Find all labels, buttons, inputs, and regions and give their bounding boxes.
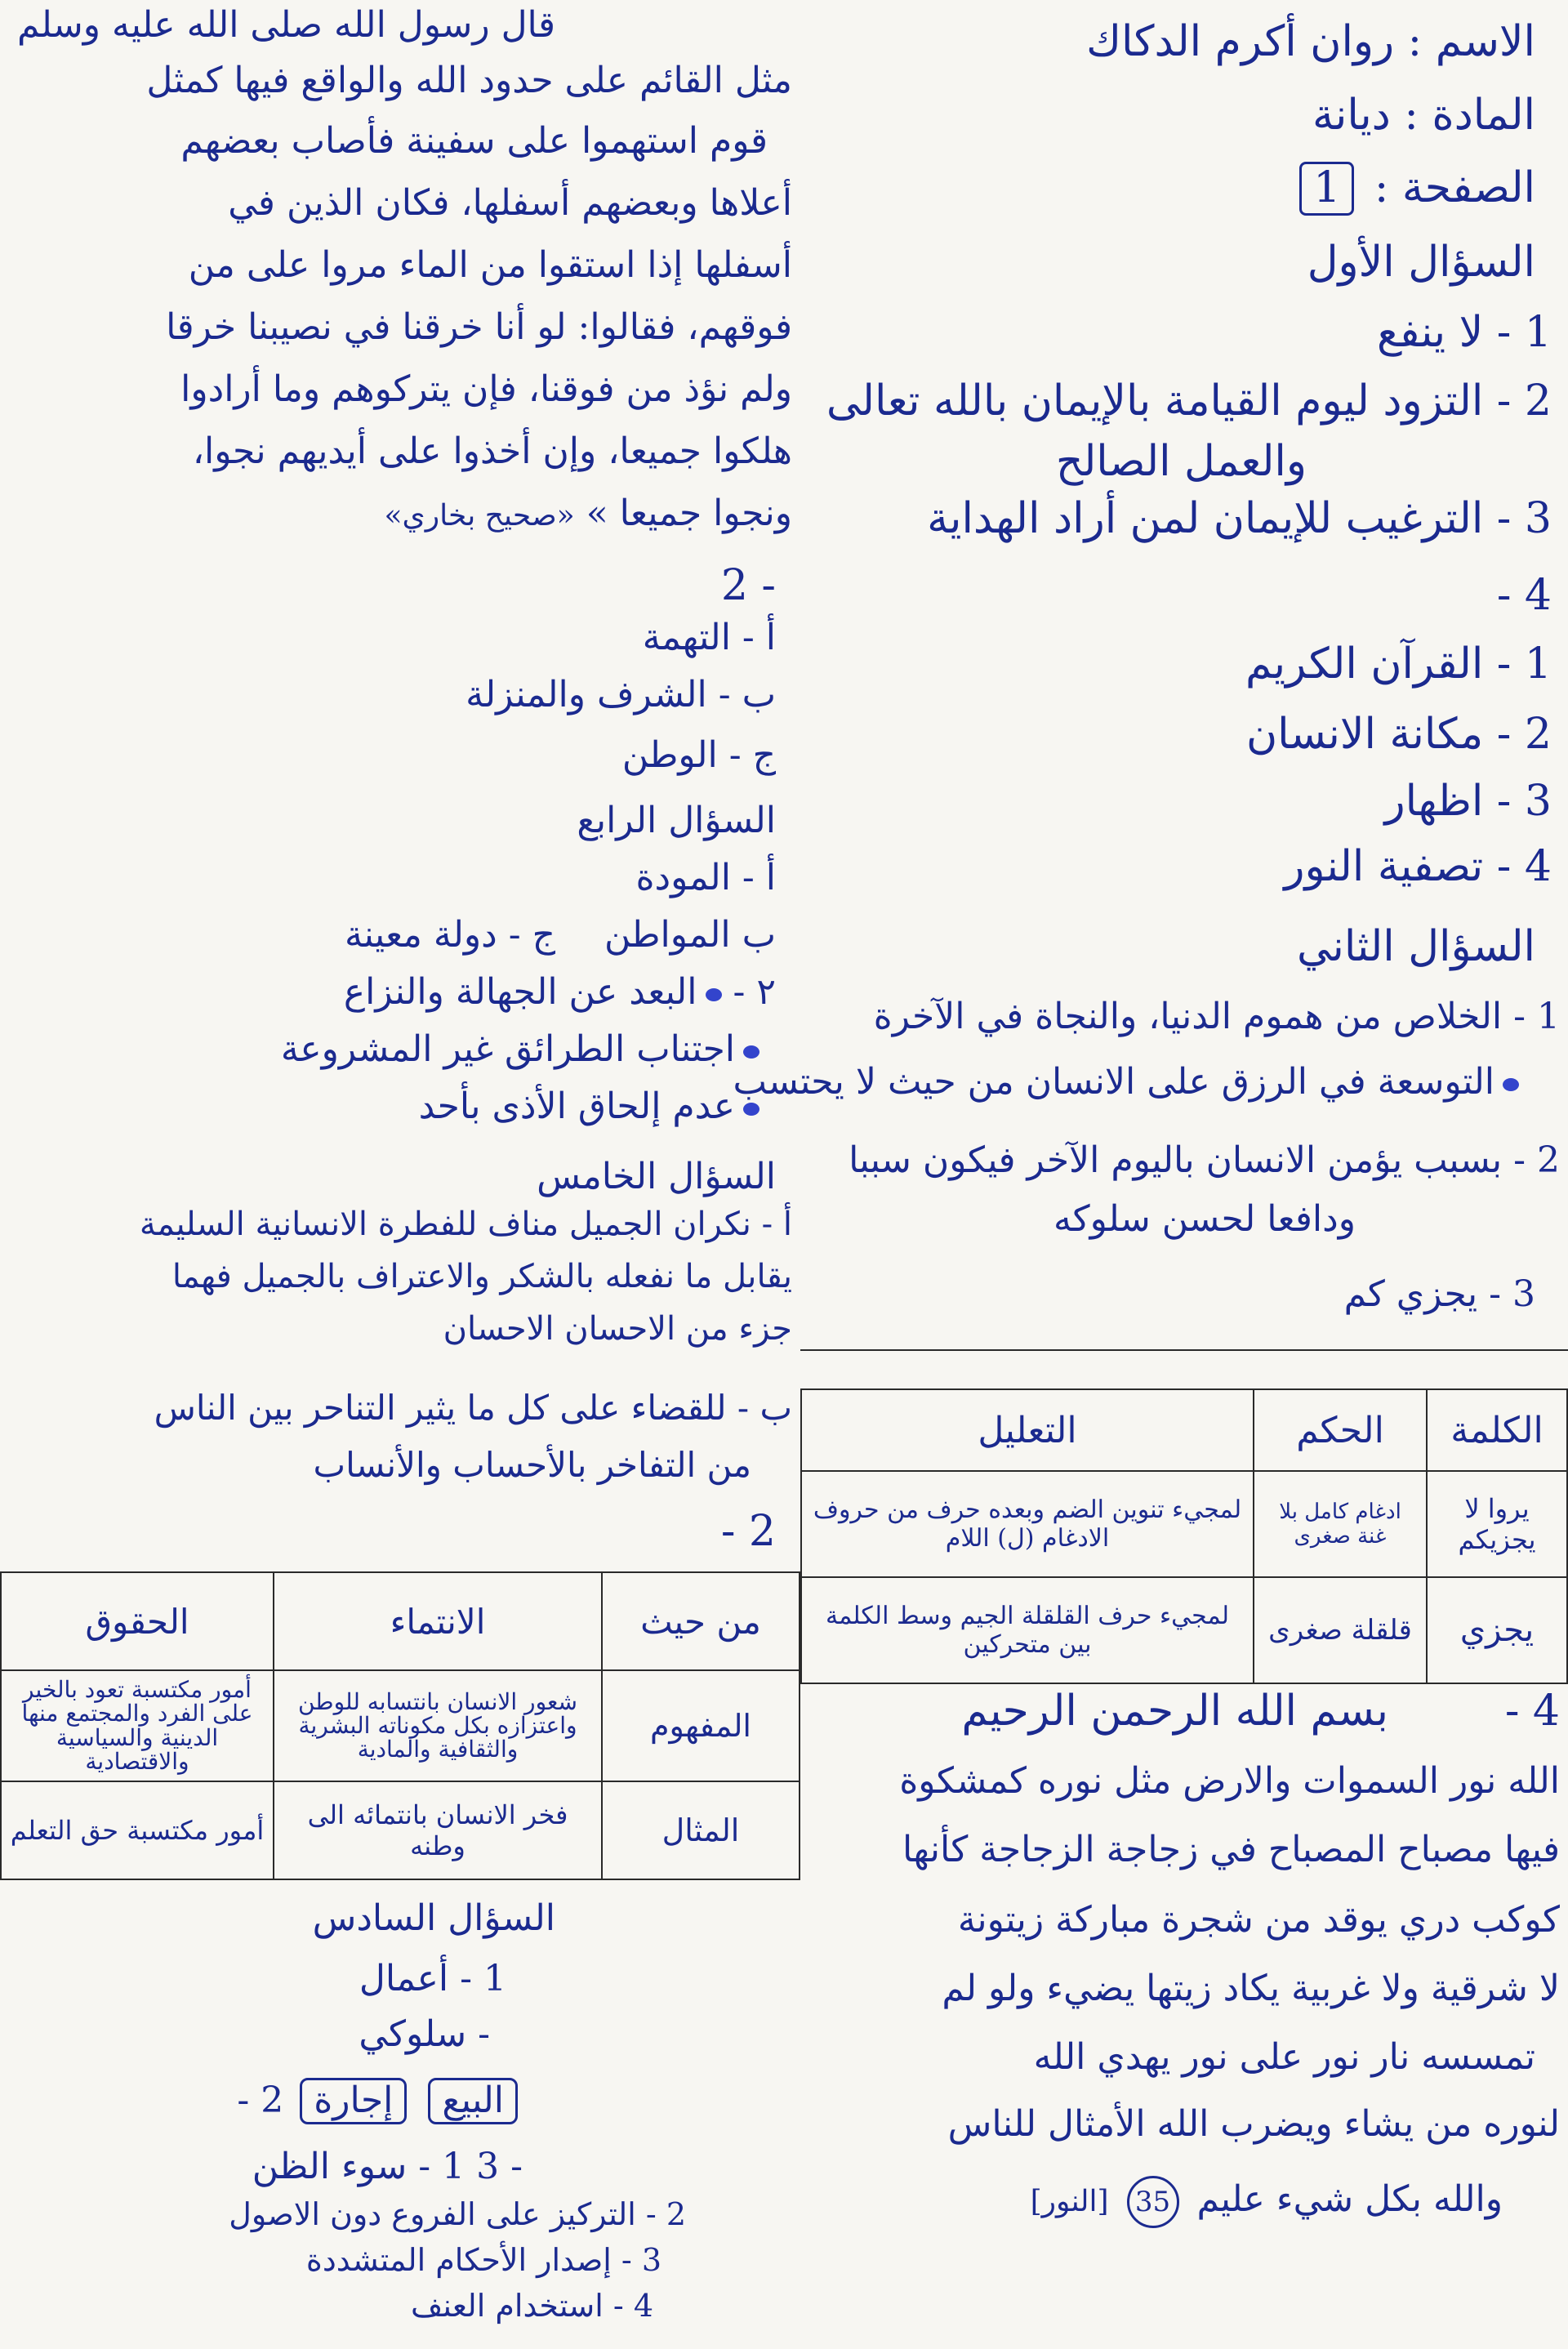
q2-answer-2: 2 - بسبب يؤمن الانسان باليوم الآخر فيكون سببا	[849, 1139, 1560, 1181]
q5-b-line: ب - للقضاء على كل ما يثير التناحر بين الناس	[154, 1388, 792, 1428]
hadith-line: مثل القائم على حدود الله والواقع فيها كمثل	[146, 60, 792, 101]
belonging-cell-belonging: فخر الانسان بانتمائه الى وطنه	[274, 1781, 602, 1879]
hadith-line: ولم نؤذ من فوقنا، فإن يتركوهم وما أرادوا	[180, 368, 792, 410]
q3-part2-item-a: أ - التهمة	[642, 617, 776, 658]
q1-part4-item-1: 1 - القرآن الكريم	[1245, 640, 1552, 689]
basmala: بسم الله الرحمن الرحيم	[961, 1687, 1388, 1736]
q4b-list-item: عدم إلحاق الأذى بأحد	[419, 1086, 760, 1128]
belonging-cell-aspect: المثال	[602, 1781, 800, 1879]
verse-line: تمسسه نار نور على نور يهدي الله	[1033, 2036, 1535, 2078]
verse-line: الله نور السموات والارض مثل نوره كمشكوة	[899, 1760, 1560, 1802]
q6-answer-3-item: 3 - إصدار الأحكام المتشددة	[305, 2242, 662, 2278]
answer-word-box: البيع	[428, 2078, 518, 2124]
verse-line: فيها مصباح المصباح في زجاجة الزجاجة كأنها	[902, 1829, 1560, 1870]
belonging-header-rights: الحقوق	[1, 1572, 274, 1670]
verse-last-line: والله بكل شيء عليم	[1196, 2178, 1503, 2220]
q4b-answer-a: أ - المودة	[635, 857, 776, 898]
q3-part2-label: 2 -	[720, 561, 776, 610]
verse-line: لنوره من يشاء ويضرب الله الأمثال للناس	[947, 2103, 1560, 2145]
q5-a-line: أ - نكران الجميل مناف للفطرة الانسانية السليمة	[139, 1206, 792, 1243]
hadith-line: أعلاها وبعضهم أسفلها، فكان الذين في	[228, 182, 792, 224]
q1-part4-label: - 4	[1496, 571, 1552, 620]
tajweed-cell-rule: ادغام كامل بلا غنة صغرى	[1254, 1471, 1427, 1577]
belonging-cell-rights: أمور مكتسبة تعود بالخير على الفرد والمجتمع منها الدينية والسياسية والاقتصادية	[1, 1670, 274, 1781]
q1-part4-item-2: 2 - مكانة الانسان	[1245, 710, 1552, 759]
tajweed-header-reason: التعليل	[801, 1389, 1254, 1471]
belonging-cell-aspect: المفهوم	[602, 1670, 800, 1781]
q6-title: السؤال السادس	[312, 1897, 555, 1939]
tajweed-table	[800, 1388, 1568, 1684]
bullet-icon	[743, 1103, 760, 1116]
q4b-answer-b: ب المواطن	[604, 914, 776, 956]
q1-answer-2: 2 - التزود ليوم القيامة بالإيمان بالله تعالى	[826, 377, 1552, 426]
student-name: الاسم : روان أكرم الدكاك	[1086, 17, 1535, 66]
hadith-line: أسفلها إذا استقوا من الماء مروا على من	[188, 244, 792, 286]
tajweed-cell-reason: لمجيء حرف القلقلة الجيم وسط الكلمة بين متحركين	[801, 1577, 1254, 1683]
tajweed-cell-rule: قلقلة صغرى	[1254, 1577, 1427, 1683]
q4b-title: السؤال الرابع	[577, 800, 776, 841]
q5-part2-label: - 2	[720, 1507, 776, 1556]
q1-part4-item-3: 3 - اظهار	[1384, 777, 1552, 826]
verse-ending	[1031, 2176, 1503, 2228]
q6-answer-1b: - سلوكي	[359, 2013, 490, 2055]
q5-b-line: من التفاخر بالأحساب والأنساب	[313, 1445, 751, 1485]
q4b-list-item: ٢ - البعد عن الجهالة والنزاع	[343, 971, 776, 1013]
verse-line: لا شرقية ولا غربية يكاد زيتها يضيء ولو لم	[942, 1968, 1560, 2009]
q2-answer-3: 3 - يجزي كم	[1343, 1273, 1535, 1315]
belonging-header-aspect: من حيث	[602, 1572, 800, 1670]
subject: المادة : ديانة	[1312, 91, 1535, 140]
page-number: 1	[1299, 162, 1354, 216]
verse-line: كوكب دري يوقد من شجرة مباركة زيتونة	[957, 1899, 1560, 1941]
q5-a-line: جزء من الاحسان الاحسان	[443, 1310, 792, 1348]
q2-answer-1: 1 - الخلاص من هموم الدنيا، والنجاة في الآخرة	[873, 996, 1560, 1037]
tajweed-cell-word: يجزي	[1427, 1577, 1567, 1683]
q6-answer-3-item: 2 - التركيز على الفروع دون الاصول	[229, 2196, 686, 2232]
q5-title: السؤال الخامس	[537, 1156, 776, 1197]
hadith-line: قوم استهموا على سفينة فأصاب بعضهم	[180, 120, 768, 162]
bullet-icon	[1503, 1078, 1519, 1091]
bullet-icon	[743, 1045, 760, 1059]
belonging-cell-belonging: شعور الانسان بانتسابه للوطن واعتزازه بكل مكوناته البشرية والثقافية والمادية	[274, 1670, 602, 1781]
page-label: الصفحة :	[1374, 163, 1535, 212]
divider-line	[800, 1349, 1568, 1351]
hadith-line: فوقهم، فقالوا: لو أنا خرقنا في نصيبنا خرقا	[166, 306, 792, 348]
belonging-cell-rights: أمور مكتسبة حق التعلم	[1, 1781, 274, 1879]
q2-answer-2b: ودافعا لحسن سلوكه	[1054, 1198, 1356, 1240]
q2-title: السؤال الثاني	[1297, 922, 1535, 971]
q4b-answer-c: ج - دولة معينة	[344, 914, 555, 956]
bullet-icon	[706, 988, 722, 1001]
q6-answer-1: 1 - أعمال	[359, 1958, 506, 1999]
tajweed-header-rule: الحكم	[1254, 1389, 1427, 1471]
q3-part2-item-b: ب - الشرف والمنزلة	[466, 674, 776, 715]
q1-part4-item-4: 4 - تصفية النور	[1284, 842, 1552, 891]
answer-word-box: إجارة	[300, 2078, 407, 2124]
hadith-source: «صحيح بخاري»	[384, 499, 575, 533]
q2-answer-1b: التوسعة في الرزق على الانسان من حيث لا يحتسب	[733, 1062, 1519, 1103]
verse-number: 35	[1127, 2176, 1179, 2228]
q6-answer-2: - 2 إجارة البيع	[237, 2078, 523, 2124]
q1-title: السؤال الأول	[1307, 238, 1535, 287]
q6-answer-3-item: 4 - استخدام العنف	[411, 2288, 653, 2324]
q1-answer-1: 1 - لا ينفع	[1376, 308, 1552, 357]
tajweed-header-word: الكلمة	[1427, 1389, 1567, 1471]
q6-answer-3-label: - 3 1 - سوء الظن	[252, 2146, 523, 2187]
q4-label: - 4	[1504, 1687, 1560, 1736]
belonging-header-belonging: الانتماء	[274, 1572, 602, 1670]
right-column	[733, 0, 1568, 2349]
page-indicator	[1293, 162, 1535, 216]
surah-reference: [النور]	[1030, 2185, 1109, 2218]
hadith-line: هلكوا جميعا، وإن أخذوا على أيديهم نجوا،	[192, 430, 792, 472]
column-gap	[796, 0, 799, 1356]
tajweed-cell-word: يروا لا يجزيكم	[1427, 1471, 1567, 1577]
hadith-line: قال رسول الله صلى الله عليه وسلم	[17, 4, 555, 46]
q1-answer-3: 3 - الترغيب للإيمان لمن أراد الهداية	[927, 494, 1552, 543]
q3-part2-item-c: ج - الوطن	[621, 734, 776, 776]
hadith-line-last: ونجوا جميعا » «صحيح بخاري»	[384, 493, 792, 534]
q1-answer-2-cont: والعمل الصالح	[1055, 437, 1307, 486]
tajweed-cell-reason: لمجيء تنوين الضم وبعده حرف من حروف الادغام (ل) اللام	[801, 1471, 1254, 1577]
belonging-table	[0, 1571, 800, 1880]
q5-a-line: يقابل ما نفعله بالشكر والاعتراف بالجميل فهما	[172, 1258, 792, 1295]
q4b-list-item: اجتناب الطرائق غير المشروعة	[281, 1029, 760, 1071]
